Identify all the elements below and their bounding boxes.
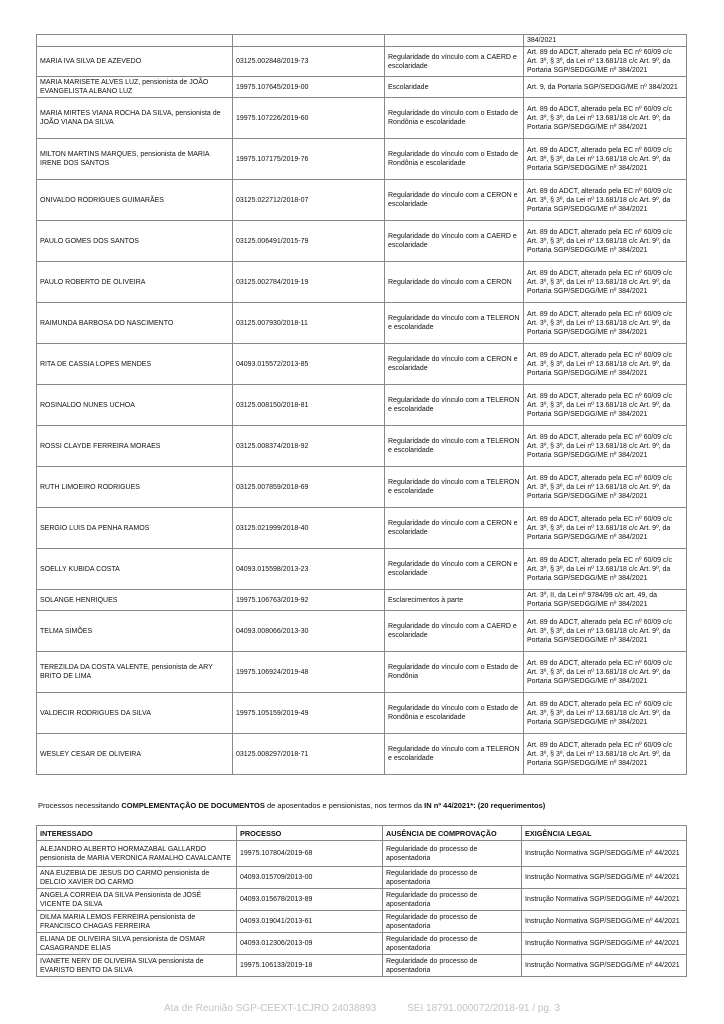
cell-fundamento: Art. 89 do ADCT, alterado pela EC nº 60/09 c/c Art. 3º, § 3º, da Lei nº 13.681/18 c/c Art. 9º, da Portaria SGP/SEDGG/ME nº 384/2021: [524, 467, 687, 508]
table-row: [37, 77, 687, 98]
cell-motivo: Regularidade do vínculo com o Estado de Rondônia e escolaridade: [385, 693, 524, 734]
header-interessado: INTERESSADO: [37, 826, 237, 841]
table-row: [37, 841, 687, 867]
cell-interessado: MILTON MARTINS MARQUES, pensionista de MARIA IRENE DOS SANTOS: [37, 139, 233, 180]
cell-interessado: SOLANGE HENRIQUES: [37, 590, 233, 611]
cell-fundamento: Art. 89 do ADCT, alterado pela EC nº 60/09 c/c Art. 3º, § 3º, da Lei nº 13.681/18 c/c Art. 9º, da Portaria SGP/SEDGG/ME nº 384/2021: [524, 180, 687, 221]
cell-interessado: RUTH LIMOEIRO RODRIGUES: [37, 467, 233, 508]
table-row: [37, 549, 687, 590]
table-row: [37, 867, 687, 889]
beneficiaries-table: [36, 34, 687, 775]
table-row: [37, 933, 687, 955]
table-row: [37, 221, 687, 262]
cell-fundamento: Art. 89 do ADCT, alterado pela EC nº 60/09 c/c Art. 3º, § 3º, da Lei nº 13.681/18 c/c Art. 9º, da Portaria SGP/SEDGG/ME nº 384/2021: [524, 344, 687, 385]
cell-motivo: Regularidade do vínculo com a CERON: [385, 262, 524, 303]
footer-sei-page: SEI 18791.000072/2018-91 / pg. 3: [407, 1003, 561, 1014]
cell-exigencia: Instrução Normativa SGP/SEDGG/ME nº 44/2021: [522, 911, 687, 933]
footer-document-id: Ata de Reunião SGP-CEEXT-1CJRO 24038893: [163, 1003, 377, 1014]
cell-processo: 04093.008066/2013-30: [233, 611, 385, 652]
cell-interessado: ONIVALDO RODRIGUES GUIMARÃES: [37, 180, 233, 221]
beneficiaries-table-body: [37, 35, 687, 775]
cell-fundamento: Art. 89 do ADCT, alterado pela EC nº 60/09 c/c Art. 3º, § 3º, da Lei nº 13.681/18 c/c Art. 9º, da Portaria SGP/SEDGG/ME nº 384/2021: [524, 262, 687, 303]
cell-processo: 19975.107226/2019-60: [233, 98, 385, 139]
intro-bold-2: IN nº 44/2021*: (20 requerimentos): [424, 801, 546, 810]
cell-fundamento: Art. 3º, II, da Lei nº 9784/99 c/c art. 49, da Portaria SGP/SEDGG/ME nº 384/2021: [524, 590, 687, 611]
table-row: [37, 262, 687, 303]
table-row: [37, 467, 687, 508]
cell-processo: 04093.015572/2013-85: [233, 344, 385, 385]
cell-ausencia: Regularidade do processo de aposentadoria: [383, 867, 522, 889]
cell-exigencia: Instrução Normativa SGP/SEDGG/ME nº 44/2021: [522, 841, 687, 867]
table-row: [37, 889, 687, 911]
cell-fundamento: Art. 89 do ADCT, alterado pela EC nº 60/09 c/c Art. 3º, § 3º, da Lei nº 13.681/18 c/c Art. 9º, da Portaria SGP/SEDGG/ME nº 384/2021: [524, 47, 687, 77]
cell-motivo: Regularidade do vínculo com a CAERD e escolaridade: [385, 611, 524, 652]
cell-interessado: ROSSI CLAYDE FERREIRA MORAES: [37, 426, 233, 467]
table-row: [37, 180, 687, 221]
table-row: [37, 98, 687, 139]
cell-fundamento: Art. 9, da Portaria SGP/SEDGG/ME nº 384/2021: [524, 77, 687, 98]
documents-table-header: [37, 826, 687, 841]
cell-exigencia: Instrução Normativa SGP/SEDGG/ME nº 44/2021: [522, 955, 687, 977]
cell-fundamento: Art. 89 do ADCT, alterado pela EC nº 60/09 c/c Art. 3º, § 3º, da Lei nº 13.681/18 c/c Art. 9º, da Portaria SGP/SEDGG/ME nº 384/2021: [524, 693, 687, 734]
cell-interessado: ANGELA CORREIA DA SILVA Pensionista de JOSÉ VICENTE DA SILVA: [37, 889, 237, 911]
cell-processo: 04093.012306/2013-09: [237, 933, 383, 955]
cell-exigencia: Instrução Normativa SGP/SEDGG/ME nº 44/2021: [522, 933, 687, 955]
cell-motivo: Regularidade do vínculo com o Estado de Rondônia e escolaridade: [385, 98, 524, 139]
cell-interessado: ALEJANDRO ALBERTO HORMAZABAL GALLARDO pensionista de MARIA VERONICA RAMALHO CAVALCANTE: [37, 841, 237, 867]
header-exigencia: EXIGÊNCIA LEGAL: [522, 826, 687, 841]
cell-interessado: MARIA MARISETE ALVES LUZ, pensionista de JOÃO EVANGELISTA ALBANO LUZ: [37, 77, 233, 98]
cell-interessado: ROSINALDO NUNES UCHOA: [37, 385, 233, 426]
documents-table: [36, 825, 687, 977]
table-row: [37, 47, 687, 77]
cell-fundamento: Art. 89 do ADCT, alterado pela EC nº 60/09 c/c Art. 3º, § 3º, da Lei nº 13.681/18 c/c Art. 9º, da Portaria SGP/SEDGG/ME nº 384/2021: [524, 508, 687, 549]
cell-processo: 19975.106924/2019-48: [233, 652, 385, 693]
cell-motivo: Regularidade do vínculo com a TELERON e escolaridade: [385, 467, 524, 508]
cell-interessado: MARIA IVA SILVA DE AZEVEDO: [37, 47, 233, 77]
cell-processo: 04093.015678/2013-89: [237, 889, 383, 911]
cell-ausencia: Regularidade do processo de aposentadoria: [383, 955, 522, 977]
cell-motivo: Regularidade do vínculo com o Estado de Rondônia e escolaridade: [385, 139, 524, 180]
table-row: [37, 508, 687, 549]
cell-processo: 03125.008374/2018-92: [233, 426, 385, 467]
intro-text-1: Processos necessitando: [38, 801, 122, 810]
cell-empty: [233, 35, 385, 47]
cell-processo: 04093.015598/2013-23: [233, 549, 385, 590]
cell-interessado: TEREZILDA DA COSTA VALENTE, pensionista de ARY BRITO DE LIMA: [37, 652, 233, 693]
cell-processo: 19975.107804/2019-68: [237, 841, 383, 867]
table-row: [37, 955, 687, 977]
cell-processo: 19975.105159/2019-49: [233, 693, 385, 734]
documents-table-body: [37, 841, 687, 977]
cell-fundamento: Art. 89 do ADCT, alterado pela EC nº 60/09 c/c Art. 3º, § 3º, da Lei nº 13.681/18 c/c Art. 9º, da Portaria SGP/SEDGG/ME nº 384/2021: [524, 385, 687, 426]
cell-interessado: RITA DE CASSIA LOPES MENDES: [37, 344, 233, 385]
header-processo: PROCESSO: [237, 826, 383, 841]
cell-interessado: PAULO ROBERTO DE OLIVEIRA: [37, 262, 233, 303]
cell-empty: [385, 35, 524, 47]
cell-motivo: Regularidade do vínculo com a TELERON e escolaridade: [385, 303, 524, 344]
cell-ausencia: Regularidade do processo de aposentadoria: [383, 841, 522, 867]
section-intro: [38, 801, 688, 811]
cell-exigencia: Instrução Normativa SGP/SEDGG/ME nº 44/2021: [522, 867, 687, 889]
cell-motivo: Regularidade do vínculo com a TELERON e escolaridade: [385, 426, 524, 467]
cell-ausencia: Regularidade do processo de aposentadoria: [383, 889, 522, 911]
cell-processo: 03125.007859/2018-69: [233, 467, 385, 508]
cell-interessado: RAIMUNDA BARBOSA DO NASCIMENTO: [37, 303, 233, 344]
table-row: [37, 693, 687, 734]
cell-motivo: Regularidade do vínculo com a CERON e escolaridade: [385, 180, 524, 221]
cell-interessado: SOELLY KUBIDA COSTA: [37, 549, 233, 590]
cell-empty: [37, 35, 233, 47]
table-row: [37, 385, 687, 426]
cell-fundamento: Art. 89 do ADCT, alterado pela EC nº 60/09 c/c Art. 3º, § 3º, da Lei nº 13.681/18 c/c Art. 9º, da Portaria SGP/SEDGG/ME nº 384/2021: [524, 734, 687, 775]
cell-fundamento-fragment: 384/2021: [524, 35, 687, 47]
intro-text-2: de aposentados e pensionistas, nos termos da: [264, 801, 425, 810]
intro-bold-1: COMPLEMENTAÇÃO DE DOCUMENTOS: [121, 801, 265, 810]
cell-exigencia: Instrução Normativa SGP/SEDGG/ME nº 44/2021: [522, 889, 687, 911]
cell-interessado: WESLEY CESAR DE OLIVEIRA: [37, 734, 233, 775]
cell-interessado: VALDECIR RODRIGUES DA SILVA: [37, 693, 233, 734]
cell-motivo: Regularidade do vínculo com a CAERD e escolaridade: [385, 221, 524, 262]
cell-fundamento: Art. 89 do ADCT, alterado pela EC nº 60/09 c/c Art. 3º, § 3º, da Lei nº 13.681/18 c/c Art. 9º, da Portaria SGP/SEDGG/ME nº 384/2021: [524, 98, 687, 139]
table-row: [37, 139, 687, 180]
page-footer: [0, 1003, 724, 1014]
cell-processo: 19975.106763/2019-92: [233, 590, 385, 611]
cell-interessado: IVANETE NERY DE OLIVEIRA SILVA pensionista de EVARISTO BENTO DA SILVA: [37, 955, 237, 977]
table-row: [37, 344, 687, 385]
table-row: [37, 303, 687, 344]
cell-interessado: SERGIO LUIS DA PENHA RAMOS: [37, 508, 233, 549]
cell-processo: 04093.019041/2013-61: [237, 911, 383, 933]
cell-motivo: Regularidade do vínculo com o Estado de Rondônia: [385, 652, 524, 693]
cell-processo: 03125.022712/2018-07: [233, 180, 385, 221]
table-row: [37, 652, 687, 693]
cell-fundamento: Art. 89 do ADCT, alterado pela EC nº 60/09 c/c Art. 3º, § 3º, da Lei nº 13.681/18 c/c Art. 9º, da Portaria SGP/SEDGG/ME nº 384/2021: [524, 303, 687, 344]
header-ausencia: AUSÊNCIA DE COMPROVAÇÃO: [383, 826, 522, 841]
cell-fundamento: Art. 89 do ADCT, alterado pela EC nº 60/09 c/c Art. 3º, § 3º, da Lei nº 13.681/18 c/c Art. 9º, da Portaria SGP/SEDGG/ME nº 384/2021: [524, 426, 687, 467]
cell-interessado: TELMA SIMÕES: [37, 611, 233, 652]
cell-interessado: MARIA MIRTES VIANA ROCHA DA SILVA, pensionista de JOÃO VIANA DA SILVA: [37, 98, 233, 139]
table-row: [37, 611, 687, 652]
cell-motivo: Regularidade do vínculo com a CERON e escolaridade: [385, 549, 524, 590]
table-row: [37, 426, 687, 467]
cell-processo: 03125.007930/2018-11: [233, 303, 385, 344]
cell-motivo: Regularidade do vínculo com a CAERD e escolaridade: [385, 47, 524, 77]
cell-ausencia: Regularidade do processo de aposentadoria: [383, 911, 522, 933]
cell-motivo: Regularidade do vínculo com a TELERON e escolaridade: [385, 734, 524, 775]
cell-processo: 19975.106133/2019-18: [237, 955, 383, 977]
cell-motivo: Regularidade do vínculo com a CERON e escolaridade: [385, 508, 524, 549]
cell-fundamento: Art. 89 do ADCT, alterado pela EC nº 60/09 c/c Art. 3º, § 3º, da Lei nº 13.681/18 c/c Art. 9º, da Portaria SGP/SEDGG/ME nº 384/2021: [524, 549, 687, 590]
cell-processo: 03125.021999/2018-40: [233, 508, 385, 549]
cell-fundamento: Art. 89 do ADCT, alterado pela EC nº 60/09 c/c Art. 3º, § 3º, da Lei nº 13.681/18 c/c Art. 9º, da Portaria SGP/SEDGG/ME nº 384/2021: [524, 652, 687, 693]
cell-processo: 03125.002848/2019-73: [233, 47, 385, 77]
cell-processo: 04093.015709/2013-00: [237, 867, 383, 889]
table-row-continuation: [37, 35, 687, 47]
cell-ausencia: Regularidade do processo de aposentadoria: [383, 933, 522, 955]
cell-processo: 03125.008150/2018-81: [233, 385, 385, 426]
table-row: [37, 911, 687, 933]
cell-fundamento: Art. 89 do ADCT, alterado pela EC nº 60/09 c/c Art. 3º, § 3º, da Lei nº 13.681/18 c/c Art. 9º, da Portaria SGP/SEDGG/ME nº 384/2021: [524, 139, 687, 180]
cell-motivo: Esclarecimentos à parte: [385, 590, 524, 611]
cell-fundamento: Art. 89 do ADCT, alterado pela EC nº 60/09 c/c Art. 3º, § 3º, da Lei nº 13.681/18 c/c Art. 9º, da Portaria SGP/SEDGG/ME nº 384/2021: [524, 221, 687, 262]
cell-fundamento: Art. 89 do ADCT, alterado pela EC nº 60/09 c/c Art. 3º, § 3º, da Lei nº 13.681/18 c/c Art. 9º, da Portaria SGP/SEDGG/ME nº 384/2021: [524, 611, 687, 652]
cell-interessado: PAULO GOMES DOS SANTOS: [37, 221, 233, 262]
cell-motivo: Regularidade do vínculo com a TELERON e escolaridade: [385, 385, 524, 426]
cell-processo: 03125.008297/2018-71: [233, 734, 385, 775]
cell-interessado: DILMA MARIA LEMOS FERREIRA pensionista de FRANCISCO CHAGAS FERREIRA: [37, 911, 237, 933]
cell-interessado: ANA EUZEBIA DE JESUS DO CARMO pensionista de DELCIO XAVIER DO CARMO: [37, 867, 237, 889]
cell-processo: 03125.002784/2019-19: [233, 262, 385, 303]
cell-interessado: ELIANA DE OLIVEIRA SILVA pensionista de OSMAR CASAGRANDE ELIAS: [37, 933, 237, 955]
table-row: [37, 590, 687, 611]
cell-processo: 03125.006491/2015-79: [233, 221, 385, 262]
cell-processo: 19975.107175/2019-76: [233, 139, 385, 180]
cell-motivo: Regularidade do vínculo com a CERON e escolaridade: [385, 344, 524, 385]
cell-processo: 19975.107645/2019-00: [233, 77, 385, 98]
table-row: [37, 734, 687, 775]
cell-motivo: Escolaridade: [385, 77, 524, 98]
